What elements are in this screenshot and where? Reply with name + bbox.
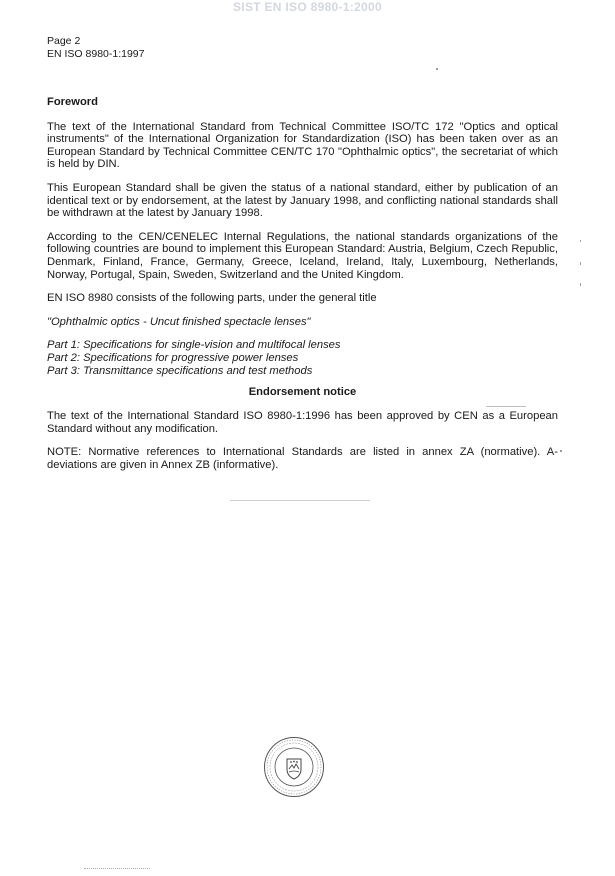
parts-list bbox=[47, 339, 558, 378]
scan-speck bbox=[580, 283, 581, 286]
foreword-paragraph-4: EN ISO 8980 consists of the following parts, under the general title bbox=[47, 292, 377, 305]
scan-speck bbox=[230, 500, 370, 501]
endorsement-heading: Endorsement notice bbox=[248, 386, 357, 399]
endorsement-paragraph: The text of the International Standard ISO 8980-1:1996 has been approved by CEN as a European Standard without any modification. bbox=[47, 409, 558, 435]
scan-speck bbox=[580, 262, 581, 265]
foreword-heading: Foreword bbox=[47, 96, 98, 108]
scan-speck bbox=[580, 240, 581, 242]
scan-speck bbox=[436, 68, 438, 70]
page-header bbox=[47, 35, 144, 60]
part-item-1: Part 1: Specifications for single-vision and multifocal lenses bbox=[47, 339, 341, 352]
document-number: EN ISO 8980-1:1997 bbox=[47, 47, 145, 60]
official-stamp-icon bbox=[263, 736, 325, 798]
page-number: Page 2 bbox=[47, 35, 81, 47]
note-paragraph: NOTE: Normative references to International Standards are listed in annex ZA (normative). A-deviations are given in Annex ZB (informative). bbox=[47, 446, 558, 471]
foreword-paragraph-2: This European Standard shall be given the status of a national standard, either by publication of an identical text or by endorsement, at the latest by January 1998, and conflicting national standards shall be withdrawn at the latest by January 1998. bbox=[47, 181, 558, 220]
bottom-rule bbox=[84, 868, 150, 869]
scan-speck bbox=[486, 406, 526, 407]
watermark: SIST EN ISO 8980-1:2000 bbox=[233, 0, 382, 14]
foreword-paragraph-1: The text of the International Standard from Technical Committee ISO/TC 172 "Optics and optical instruments" of the International Organization for Standardization (ISO) has been taken over as an European Standard by Technical Committee CEN/TC 170 "Ophthalmic optics", the secretariat of which is held by DIN. bbox=[47, 120, 558, 171]
foreword-paragraph-3: According to the CEN/CENELEC Internal Regulations, the national standards organizations of the following countries are bound to implement this European Standard: Austria, Belgium, Czech Republic, Denmark, Finland, France, Germany, Greece, Iceland, Ireland, Italy, Luxembourg, Netherlands, Norway, Portugal, Spain, Sweden, Switzerland and the United Kingdom. bbox=[47, 230, 558, 281]
document-body bbox=[47, 96, 558, 482]
part-item-3: Part 3: Transmittance specifications and test methods bbox=[47, 365, 313, 378]
part-item-2: Part 2: Specifications for progressive power lenses bbox=[47, 352, 299, 365]
general-title: "Ophthalmic optics - Uncut finished spectacle lenses" bbox=[47, 315, 311, 328]
scan-speck bbox=[560, 450, 562, 452]
